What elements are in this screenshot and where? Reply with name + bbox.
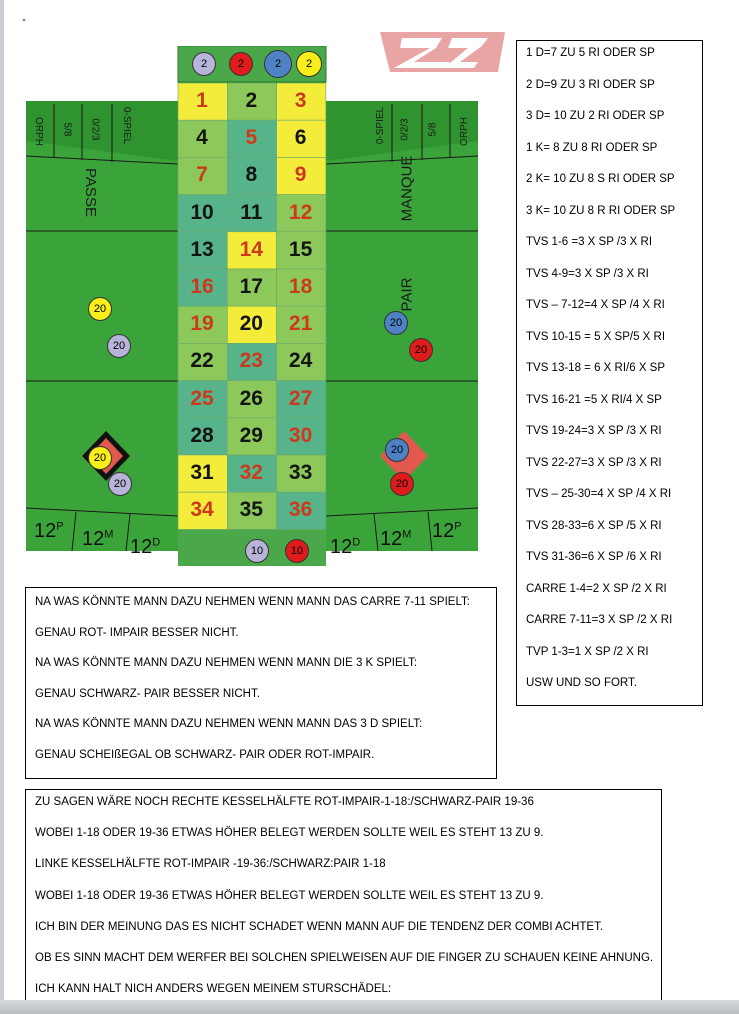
dozen-right-2[interactable]: $12^M$: [380, 528, 412, 550]
header-023-right: 0/2/3: [399, 118, 411, 141]
odds-line: TVS 31-36=6 X SP /6 X RI: [526, 551, 662, 563]
roulette-table: [26, 46, 478, 566]
chip-right-red-2[interactable]: 20: [390, 472, 414, 496]
number-19[interactable]: 19: [190, 312, 214, 336]
number-15[interactable]: 15: [288, 237, 313, 261]
question-box: [25, 587, 497, 779]
number-35[interactable]: 35: [239, 498, 263, 522]
question-line: NA WAS KÖNNTE MANN DAZU NEHMEN WENN MANN DIE 3 K SPIELT:: [35, 657, 418, 669]
number-17[interactable]: 17: [239, 275, 263, 298]
odds-line: TVS 22-27=3 X SP /3 X RI: [526, 456, 662, 469]
odds-line: 2 K= 10 ZU 8 S RI ODER SP: [526, 173, 675, 185]
note-line: ICH KANN HALT NICH ANDERS WEGEN MEINEM STURSCHÄDEL:: [35, 983, 392, 996]
number-20[interactable]: 20: [239, 312, 263, 336]
number-28[interactable]: 28: [190, 423, 214, 447]
number-23[interactable]: 23: [239, 349, 263, 373]
odds-line: TVS – 25-30=4 X SP /4 X RI: [526, 488, 672, 500]
odds-line: USW UND SO FORT.: [526, 677, 637, 689]
number-5[interactable]: 5: [245, 126, 258, 150]
odds-line: TVS – 7-12=4 X SP /4 X RI: [526, 299, 665, 311]
chip-top-3[interactable]: 2: [264, 50, 292, 78]
header-orph-left: ORPH: [32, 117, 44, 146]
number-2[interactable]: 2: [245, 89, 258, 112]
header-58-right: 5/8: [427, 122, 439, 137]
odds-line: 3 K= 10 ZU 8 R RI ODER SP: [526, 204, 676, 217]
number-1[interactable]: 1: [196, 89, 208, 112]
page-edge: [0, 0, 4, 1014]
number-27[interactable]: 27: [288, 386, 313, 410]
chip-top-1[interactable]: 2: [192, 52, 216, 76]
chip-right-blue-2[interactable]: 20: [385, 438, 409, 462]
header-58-left: 5/8: [61, 122, 73, 137]
odds-line: 2 D=9 ZU 3 RI ODER SP: [526, 78, 655, 91]
odds-line: CARRE 1-4=2 X SP /2 X RI: [526, 582, 667, 595]
number-34[interactable]: 34: [190, 498, 214, 522]
header-orph-right: ORPH: [458, 117, 470, 146]
question-line: GENAU SCHWARZ- PAIR BESSER NICHT.: [35, 687, 260, 700]
note-line: WOBEI 1-18 ODER 19-36 ETWAS HÖHER BELEGT WERDEN SOLLTE WEIL ES STEHT 13 ZU 9.: [35, 827, 544, 840]
odds-line: CARRE 7-11=3 X SP /2 X RI: [526, 614, 673, 626]
passe-label: PASSE: [81, 168, 99, 217]
chip-right-red-1[interactable]: 20: [409, 338, 433, 362]
header-023-left: 0/2/3: [89, 118, 101, 141]
chip-left-yellow-1[interactable]: 20: [88, 297, 112, 321]
question-line: GENAU SCHEIßEGAL OB SCHWARZ- PAIR ODER ROT-IMPAIR.: [35, 748, 375, 761]
note-line: ICH BIN DER MEINUNG DAS ES NICHT SCHADET WENN MANN AUF DIE TENDENZ DER COMBI ACHTET.: [35, 920, 604, 933]
number-32[interactable]: 32: [239, 461, 263, 484]
number-25[interactable]: 25: [190, 386, 214, 410]
odds-line: 3 D= 10 ZU 2 RI ODER SP: [526, 110, 665, 122]
number-29[interactable]: 29: [239, 423, 263, 447]
number-12[interactable]: 12: [288, 200, 313, 224]
chip-left-lav-1[interactable]: 20: [107, 334, 131, 358]
chip-left-lav-2[interactable]: 20: [108, 472, 132, 496]
dozen-left-3[interactable]: $12^D$: [130, 536, 161, 558]
chip-bottom-lav[interactable]: 10: [245, 539, 269, 563]
number-3[interactable]: 3: [294, 89, 307, 112]
number-11[interactable]: 11: [240, 200, 263, 224]
number-10[interactable]: 10: [190, 200, 214, 224]
number-22[interactable]: 22: [190, 349, 214, 373]
question-line: NA WAS KÖNNTE MANN DAZU NEHMEN WENN MANN DAS CARRE 7-11 SPIELT:: [35, 596, 470, 608]
question-line: NA WAS KÖNNTE MANN DAZU NEHMEN WENN MANN DAS 3 D SPIELT:: [35, 718, 423, 730]
dozen-right-3[interactable]: $12^P$: [432, 520, 462, 542]
odds-line: TVS 19-24=3 X SP /3 X RI: [526, 425, 662, 437]
header-0spiel-right: 0-SPIEL: [375, 106, 387, 145]
number-33[interactable]: 33: [288, 461, 313, 484]
number-7[interactable]: 7: [196, 163, 208, 187]
note-line: OB ES SINN MACHT DEM WERFER BEI SOLCHEN SPIELWEISEN AUF DIE FINGER ZU SCHAUEN KEINE AHNUNG.: [35, 952, 654, 964]
number-4[interactable]: 4: [196, 126, 208, 150]
dozen-left-2[interactable]: $12^M$: [82, 528, 114, 550]
notes-box: [25, 789, 662, 1014]
odds-line: TVS 10-15 = 5 X SP/5 X RI: [526, 330, 666, 343]
number-26[interactable]: 26: [239, 386, 263, 410]
header-0spiel-left: 0-SPIEL: [121, 106, 133, 145]
chip-bottom-red[interactable]: 10: [285, 539, 309, 563]
pair-label: PAIR: [398, 277, 416, 312]
chip-right-blue-1[interactable]: 20: [384, 311, 408, 335]
note-line: WOBEI 1-18 ODER 19-36 ETWAS HÖHER BELEGT WERDEN SOLLTE WEIL ES STEHT 13 ZU 9.: [35, 889, 544, 902]
odds-line: TVS 16-21 =5 X RI/4 X SP: [526, 393, 662, 406]
odds-line: TVP 1-3=1 X SP /2 X RI: [526, 645, 649, 658]
number-30[interactable]: 30: [288, 423, 313, 447]
number-16[interactable]: 16: [190, 275, 214, 298]
number-13[interactable]: 13: [190, 237, 214, 261]
number-14[interactable]: 14: [239, 237, 263, 261]
note-line: LINKE KESSELHÄLFTE ROT-IMPAIR -19-36:/SCHWARZ:PAIR 1-18: [35, 858, 386, 871]
number-18[interactable]: 18: [288, 275, 313, 298]
number-36[interactable]: 36: [288, 498, 313, 522]
dozen-right-1[interactable]: $12^D$: [330, 536, 361, 558]
number-31[interactable]: 31: [190, 461, 214, 484]
odds-line: TVS 13-18 = 6 X RI/6 X SP: [526, 362, 666, 374]
odds-line: 1 K= 8 ZU 8 RI ODER SP: [526, 141, 658, 154]
number-24[interactable]: 24: [288, 349, 313, 373]
note-line: ZU SAGEN WÄRE NOCH RECHTE KESSELHÄLFTE ROT-IMPAIR-1-18:/SCHWARZ-PAIR 19-36: [35, 796, 534, 808]
odds-line: TVS 28-33=6 X SP /5 X RI: [526, 519, 662, 532]
odds-line: TVS 1-6 =3 X SP /3 X RI: [526, 236, 653, 248]
number-8[interactable]: 8: [245, 163, 258, 187]
manque-label: MANQUE: [398, 155, 416, 222]
bottom-scroll-bar: [0, 1000, 739, 1014]
odds-line: TVS 4-9=3 X SP /3 X RI: [526, 267, 649, 280]
number-9[interactable]: 9: [294, 163, 307, 187]
chip-top-4[interactable]: 2: [296, 51, 322, 77]
chip-top-2[interactable]: 2: [229, 52, 253, 76]
stray-dash: -: [22, 12, 26, 26]
number-21[interactable]: 21: [288, 312, 313, 336]
dozen-left-1[interactable]: $12^P$: [34, 520, 64, 542]
chip-left-yellow-2[interactable]: 20: [88, 446, 112, 470]
odds-line: 1 D=7 ZU 5 RI ODER SP: [526, 47, 655, 59]
question-line: GENAU ROT- IMPAIR BESSER NICHT.: [35, 626, 239, 639]
odds-list-box: [516, 40, 703, 706]
number-6[interactable]: 6: [294, 126, 307, 150]
